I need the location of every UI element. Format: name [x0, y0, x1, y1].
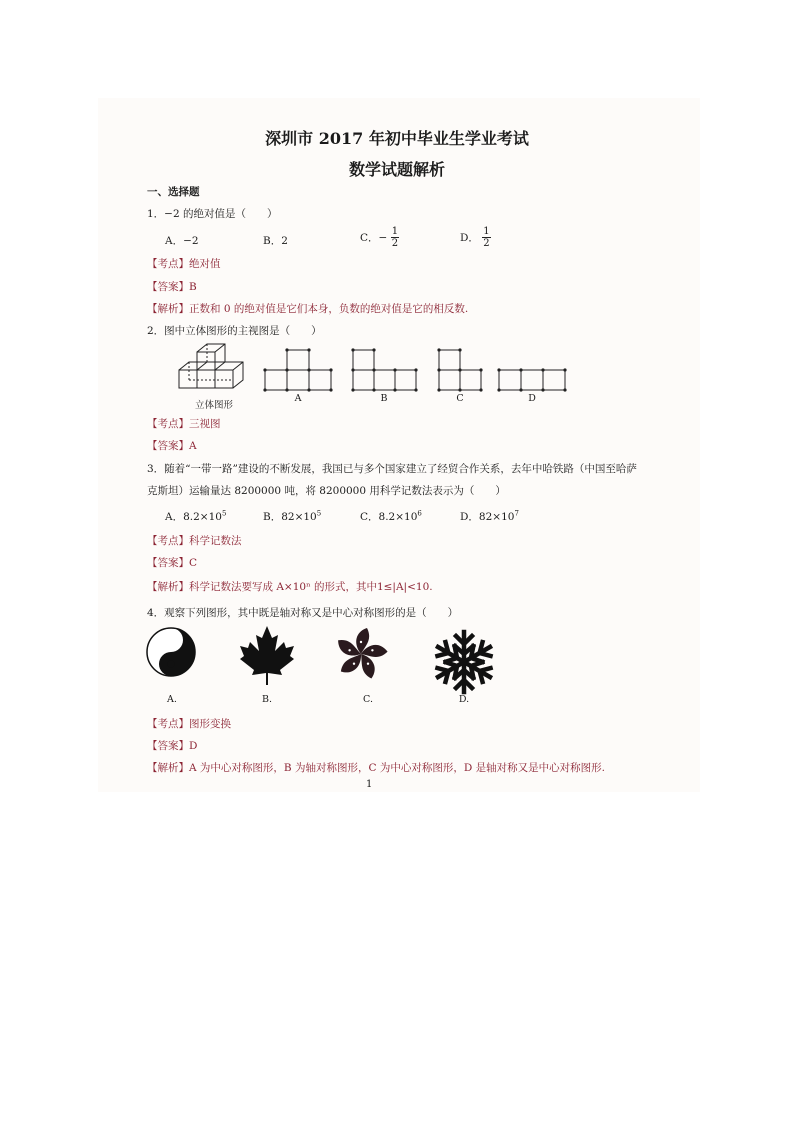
q4-label-d: D.	[458, 694, 470, 705]
q4-kaodian: 【考点】图形变换	[147, 718, 231, 730]
q1-option-a: A．−2	[165, 235, 199, 247]
q3-stem-line-2: 克斯坦）运输量达 8200000 吨，将 8200000 用科学记数法表示为（ ）	[147, 485, 506, 497]
q3-answer: 【答案】C	[147, 557, 198, 569]
q2-figure-c	[436, 346, 486, 392]
solid-figure	[176, 340, 256, 396]
title-line-1: 深圳市 2017 年初中毕业生学业考试	[265, 129, 529, 148]
q4-stem: 4．观察下列图形，其中既是轴对称又是中心对称图形的是（ ）	[147, 607, 459, 619]
q2-label-b: B	[380, 393, 388, 404]
page-number: 1	[366, 779, 373, 790]
snowflake-icon	[430, 628, 498, 696]
bauhinia-flower-icon	[333, 626, 389, 682]
q4-label-b: B.	[261, 694, 272, 705]
q2-figure-b	[350, 346, 420, 392]
q1-option-c: C．− $\frac{1}{2}$	[360, 226, 399, 249]
q4-answer: 【答案】D	[147, 740, 198, 752]
maple-leaf-icon	[238, 624, 296, 686]
fraction: $\frac{1}{2}$	[391, 226, 399, 249]
q2-figure-d	[496, 366, 568, 392]
q3-kaodian: 【考点】科学记数法	[147, 535, 242, 547]
q3-stem-line-1: 3．随着“一带一路”建设的不断发展，我国已与多个国家建立了经贸合作关系，去年中哈铁路（中国至哈萨	[147, 463, 637, 475]
q3-option-d: D．$82\times 10^7$	[460, 509, 519, 523]
q2-stem: 2．图中立体图形的主视图是（ ）	[147, 325, 322, 337]
fraction: $\frac{1}{2}$	[483, 226, 490, 249]
q2-answer: 【答案】A	[147, 440, 197, 452]
title-line-2: 数学试题解析	[348, 160, 445, 179]
q4-explanation: 【解析】A 为中心对称图形，B 为轴对称图形，C 为中心对称图形，D 是轴对称又是中心对称图形.	[147, 762, 605, 774]
q1-option-b: B．2	[263, 235, 288, 247]
q3-option-b: B．$82\times 10^5$	[263, 509, 322, 523]
section-heading: 一、选择题	[147, 186, 200, 198]
q1-option-d: D． $\frac{1}{2}$	[460, 226, 490, 249]
q1-kaodian: 【考点】绝对值	[147, 258, 221, 270]
q2-label-a: A	[294, 393, 302, 404]
q1-explanation: 【解析】正数和 0 的绝对值是它们本身，负数的绝对值是它的相反数.	[147, 303, 469, 315]
q3-option-c: C．$8.2\times 10^6$	[360, 509, 422, 523]
q1-answer: 【答案】B	[147, 281, 197, 293]
yin-yang-icon	[145, 626, 197, 678]
q1-stem: 1．−2 的绝对值是（ ）	[147, 208, 278, 220]
q4-label-a: A.	[167, 694, 177, 705]
solid-figure-label: 立体图形	[194, 400, 233, 411]
q2-label-c: C	[456, 393, 464, 404]
q2-figure-a	[262, 346, 334, 392]
q4-label-c: C.	[363, 694, 373, 705]
q2-kaodian: 【考点】三视图	[147, 418, 221, 430]
q2-label-d: D	[528, 393, 536, 404]
q3-option-a: A．$8.2\times 10^5$	[165, 509, 227, 523]
q3-explanation: 【解析】科学记数法要写成 A×10ⁿ 的形式，其中1≤|A|<10.	[147, 581, 433, 593]
